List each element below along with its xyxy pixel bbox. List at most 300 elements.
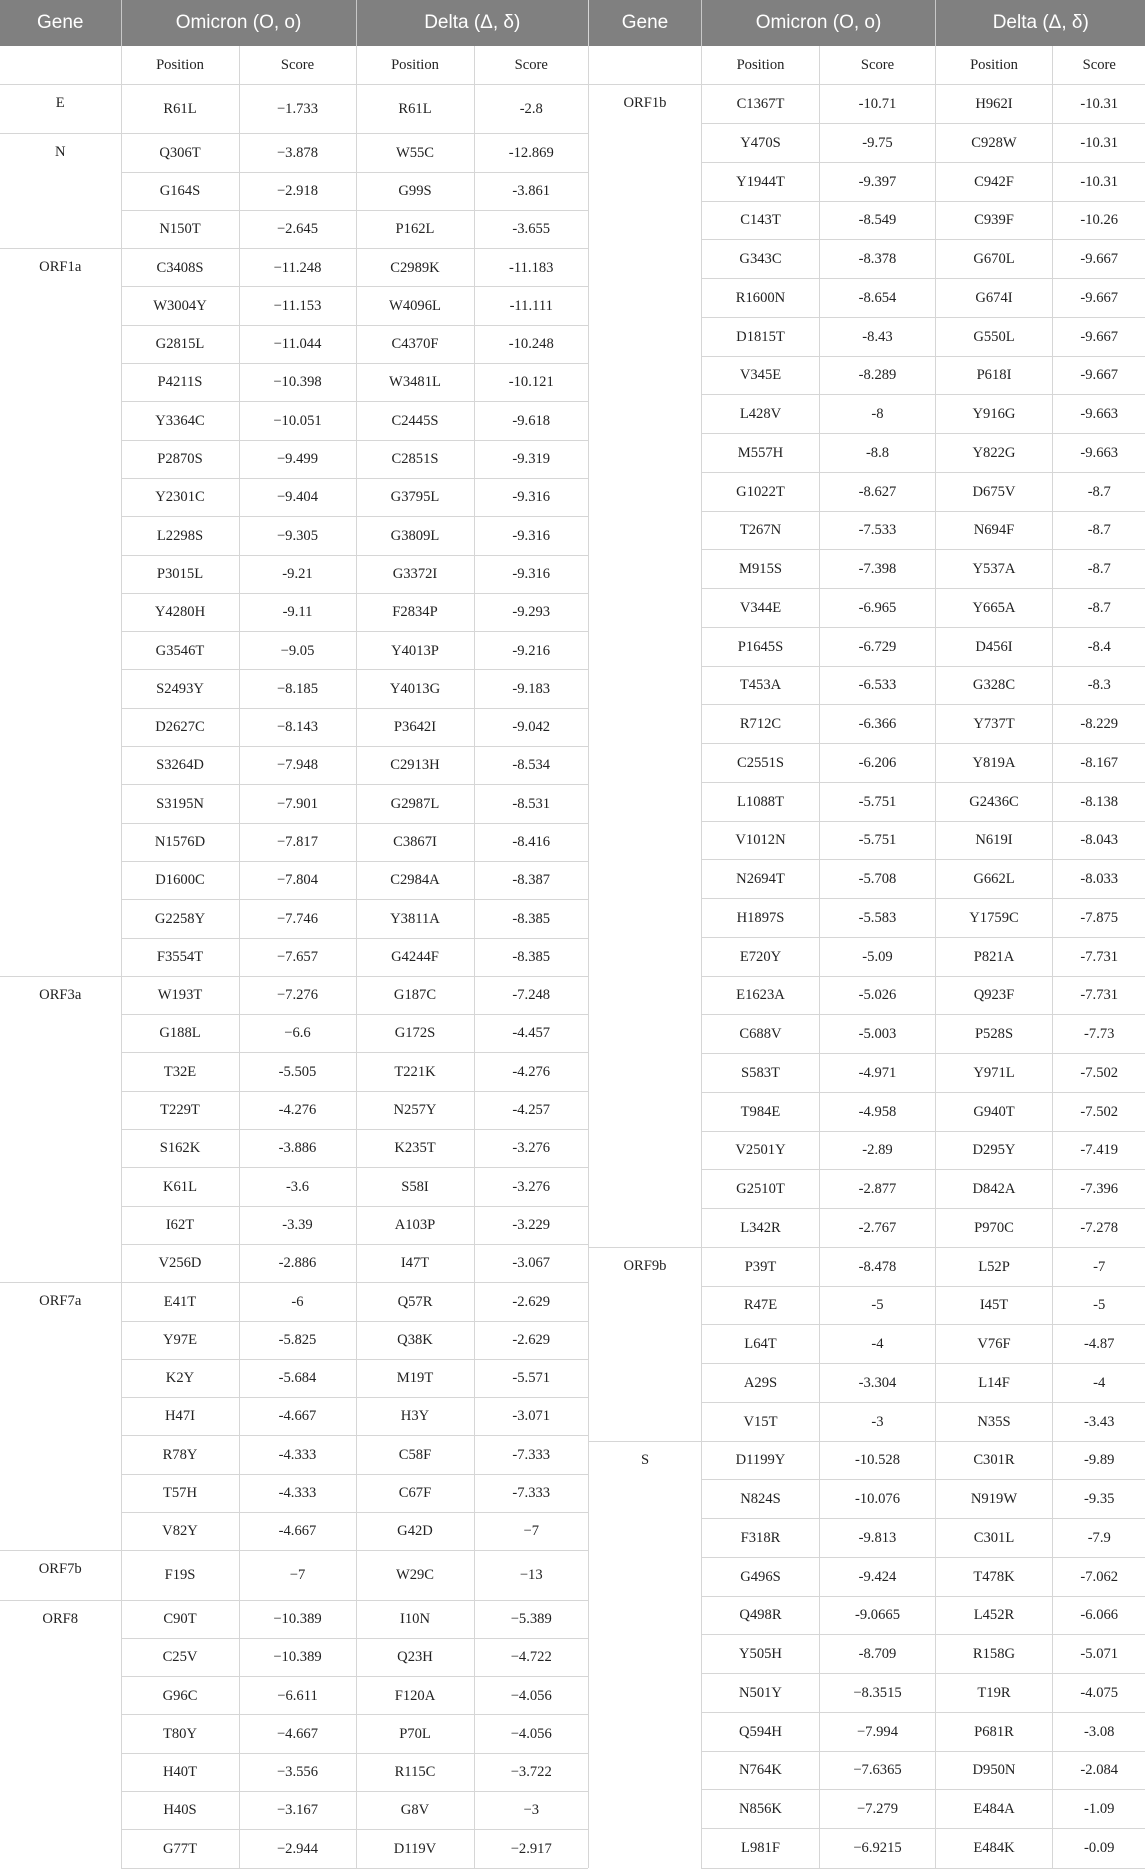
omicron-position-cell: H40S [121,1792,239,1830]
omicron-score-cell: −7.817 [239,823,356,861]
delta-position-cell: P528S [936,1015,1053,1054]
delta-score-cell: -6.066 [1053,1596,1145,1635]
delta-score-cell: -8.7 [1053,511,1145,550]
delta-score-cell: -8.3 [1053,666,1145,705]
omicron-position-cell: C143T [702,201,820,240]
delta-score-cell: -7.9 [1053,1519,1145,1558]
omicron-score-cell: -5.583 [820,899,936,938]
delta-position-cell: P162L [356,210,474,248]
delta-score-cell: -9.042 [474,708,588,746]
delta-position-cell: V76F [936,1325,1053,1364]
omicron-position-cell: G2815L [121,325,239,363]
gene-cell: S [589,1441,702,1868]
delta-score-cell: -8.4 [1053,627,1145,666]
delta-position-cell: G2987L [356,785,474,823]
delta-position-cell: C58F [356,1436,474,1474]
omicron-position-cell: G496S [702,1557,820,1596]
table-row [0,976,588,1014]
delta-score-cell: -5.571 [474,1359,588,1397]
delta-score-cell: -9.89 [1053,1441,1145,1480]
gene-cell: ORF3a [0,976,121,1282]
omicron-position-cell: N2694T [702,860,820,899]
omicron-position-cell: Y2301C [121,478,239,516]
delta-score-cell: −2.917 [474,1830,588,1868]
omicron-position-cell: L981F [702,1829,820,1868]
omicron-position-cell: F19S [121,1551,239,1600]
omicron-position-cell: C25V [121,1638,239,1676]
omicron-position-cell: H1897S [702,899,820,938]
delta-position-cell: I47T [356,1244,474,1282]
delta-score-cell: -7.502 [1053,1092,1145,1131]
omicron-position-cell: F318R [702,1519,820,1558]
delta-position-cell: K235T [356,1130,474,1168]
delta-position-cell: C928W [936,124,1053,163]
omicron-score-cell: -2.886 [239,1244,356,1282]
delta-score-cell: -8.531 [474,785,588,823]
delta-position-cell: G4244F [356,938,474,976]
gene-header: Gene [0,0,121,46]
omicron-position-cell: C1367T [702,85,820,124]
delta-score-cell: −5.389 [474,1600,588,1638]
delta-score-cell: -8.043 [1053,821,1145,860]
gene-cell: ORF9b [589,1247,702,1441]
omicron-score-cell: −7 [239,1551,356,1600]
omicron-score-cell: −7.994 [820,1712,936,1751]
delta-position-cell: Y916G [936,395,1053,434]
omicron-position-cell: N764K [702,1751,820,1790]
omicron-score-cell: -3.6 [239,1168,356,1206]
delta-position-cell: G940T [936,1092,1053,1131]
omicron-score-cell: -9.11 [239,593,356,631]
omicron-score-cell: −6.6 [239,1015,356,1053]
delta-score-cell: -10.31 [1053,124,1145,163]
gene-cell: ORF7b [0,1551,121,1600]
omicron-score-cell: -4.958 [820,1092,936,1131]
delta-position-cell: W29C [356,1551,474,1600]
delta-position-cell: D950N [936,1751,1053,1790]
omicron-score-cell: -6.366 [820,705,936,744]
omicron-score-cell: -8.43 [820,317,936,356]
table-row [0,249,588,287]
omicron-score-cell: -9.397 [820,162,936,201]
omicron-position-cell: V1012N [702,821,820,860]
delta-position-cell: P70L [356,1715,474,1753]
omicron-position-cell: P39T [702,1247,820,1286]
delta-score-cell: -4.276 [474,1053,588,1091]
table-row [589,1247,1145,1286]
delta-position-cell: C2445S [356,402,474,440]
delta-position-cell: P618I [936,356,1053,395]
omicron-score-cell: -5.708 [820,860,936,899]
delta-position-cell: G99S [356,172,474,210]
omicron-score-cell: -2.89 [820,1131,936,1170]
gene-cell: ORF8 [0,1600,121,1868]
omicron-score-cell: -5.825 [239,1321,356,1359]
delta-score-cell: -8.7 [1053,589,1145,628]
omicron-score-cell: −2.645 [239,210,356,248]
delta-score-cell: -3.071 [474,1398,588,1436]
omicron-score-cell: -5.751 [820,782,936,821]
omicron-score-cell: -8.627 [820,472,936,511]
table-row [0,85,588,134]
omicron-position-cell: F3554T [121,938,239,976]
omicron-position-cell: G343C [702,240,820,279]
delta-score-cell: -3.276 [474,1130,588,1168]
delta-position-subheader: Position [936,46,1053,85]
delta-score-cell: -10.248 [474,325,588,363]
delta-position-cell: C2913H [356,747,474,785]
delta-score-cell: -7.396 [1053,1170,1145,1209]
omicron-score-cell: -4.333 [239,1436,356,1474]
delta-score-cell: -9.216 [474,632,588,670]
delta-score-cell: -8.534 [474,747,588,785]
delta-score-cell: -7.248 [474,976,588,1014]
delta-position-cell: S58I [356,1168,474,1206]
omicron-score-cell: -7.533 [820,511,936,550]
delta-score-cell: -7.73 [1053,1015,1145,1054]
omicron-position-cell: N150T [121,210,239,248]
delta-position-cell: Y819A [936,744,1053,783]
omicron-score-cell: -10.528 [820,1441,936,1480]
omicron-position-cell: T453A [702,666,820,705]
delta-score-cell: -3.43 [1053,1402,1145,1441]
omicron-score-cell: -2.877 [820,1170,936,1209]
omicron-score-cell: -6.206 [820,744,936,783]
omicron-position-cell: N1576D [121,823,239,861]
omicron-position-cell: G96C [121,1677,239,1715]
delta-position-cell: G42D [356,1512,474,1550]
delta-position-subheader: Position [356,46,474,85]
omicron-position-cell: T32E [121,1053,239,1091]
subheader-row [589,46,1145,85]
omicron-position-cell: V256D [121,1244,239,1282]
delta-score-cell: −4.722 [474,1638,588,1676]
omicron-position-cell: C90T [121,1600,239,1638]
delta-score-cell: -7.278 [1053,1209,1145,1248]
omicron-position-cell: C688V [702,1015,820,1054]
omicron-position-cell: L1088T [702,782,820,821]
gene-cell: ORF1a [0,249,121,977]
delta-position-cell: C4370F [356,325,474,363]
omicron-header: Omicron (O, o) [121,0,356,46]
delta-position-cell: D456I [936,627,1053,666]
omicron-position-cell: T267N [702,511,820,550]
delta-score-cell: -9.183 [474,670,588,708]
omicron-position-cell: M915S [702,550,820,589]
omicron-score-cell: −9.499 [239,440,356,478]
delta-score-cell: -3.229 [474,1206,588,1244]
omicron-position-cell: G3546T [121,632,239,670]
delta-score-cell: -7.731 [1053,976,1145,1015]
delta-score-cell: -1.09 [1053,1790,1145,1829]
omicron-score-cell: −9.305 [239,517,356,555]
delta-score-subheader: Score [1053,46,1145,85]
omicron-position-cell: Y4280H [121,593,239,631]
delta-score-cell: -5.071 [1053,1635,1145,1674]
omicron-score-cell: −6.9215 [820,1829,936,1868]
omicron-score-cell: −7.279 [820,1790,936,1829]
delta-position-cell: C67F [356,1474,474,1512]
omicron-score-cell: -4.276 [239,1091,356,1129]
gene-subheader-blank [589,46,702,85]
delta-score-cell: -8.387 [474,861,588,899]
omicron-position-cell: D1199Y [702,1441,820,1480]
delta-score-cell: -10.26 [1053,201,1145,240]
omicron-score-cell: −10.389 [239,1600,356,1638]
delta-position-cell: Q57R [356,1283,474,1321]
delta-position-cell: G550L [936,317,1053,356]
omicron-position-cell: Q498R [702,1596,820,1635]
delta-score-cell: -11.111 [474,287,588,325]
delta-position-cell: A103P [356,1206,474,1244]
delta-position-cell: H3Y [356,1398,474,1436]
omicron-score-cell: −11.153 [239,287,356,325]
delta-position-cell: Y537A [936,550,1053,589]
omicron-position-cell: L428V [702,395,820,434]
delta-score-cell: -11.183 [474,249,588,287]
delta-score-cell: -4.257 [474,1091,588,1129]
omicron-position-cell: D2627C [121,708,239,746]
omicron-score-cell: -4 [820,1325,936,1364]
omicron-score-cell: −10.398 [239,364,356,402]
delta-score-cell: -9.618 [474,402,588,440]
delta-position-cell: R158G [936,1635,1053,1674]
delta-position-cell: N619I [936,821,1053,860]
omicron-score-cell: -10.076 [820,1480,936,1519]
delta-position-cell: Y822G [936,434,1053,473]
delta-score-cell: -9.667 [1053,279,1145,318]
omicron-position-cell: N501Y [702,1674,820,1713]
omicron-position-cell: W3004Y [121,287,239,325]
delta-score-cell: -3.655 [474,210,588,248]
delta-position-cell: Y4013G [356,670,474,708]
omicron-score-cell: −10.389 [239,1638,356,1676]
delta-position-cell: Y4013P [356,632,474,670]
omicron-position-cell: W193T [121,976,239,1014]
delta-position-cell: C301L [936,1519,1053,1558]
delta-score-cell: -8.229 [1053,705,1145,744]
omicron-score-cell: -8.549 [820,201,936,240]
header-row [0,0,588,46]
omicron-score-cell: −8.3515 [820,1674,936,1713]
omicron-score-cell: -4.667 [239,1512,356,1550]
delta-score-cell: -7.875 [1053,899,1145,938]
delta-position-cell: Y665A [936,589,1053,628]
delta-position-cell: I10N [356,1600,474,1638]
delta-score-cell: −3 [474,1792,588,1830]
delta-position-cell: E484A [936,1790,1053,1829]
omicron-score-cell: -8.654 [820,279,936,318]
table-row [0,1551,588,1600]
omicron-position-cell: C3408S [121,249,239,287]
delta-score-cell: -9.35 [1053,1480,1145,1519]
header-row [589,0,1145,46]
omicron-position-cell: E41T [121,1283,239,1321]
delta-score-cell: -8.385 [474,938,588,976]
delta-score-cell: -8.385 [474,900,588,938]
omicron-position-cell: M557H [702,434,820,473]
delta-score-cell: -8.7 [1053,550,1145,589]
delta-position-cell: C942F [936,162,1053,201]
gene-cell: E [0,85,121,134]
omicron-score-cell: −7.804 [239,861,356,899]
omicron-score-cell: -5.003 [820,1015,936,1054]
omicron-score-cell: −8.143 [239,708,356,746]
omicron-position-cell: R1600N [702,279,820,318]
omicron-position-cell: L64T [702,1325,820,1364]
table-right-half [588,0,1145,1869]
delta-position-cell: Y1759C [936,899,1053,938]
omicron-score-cell: −2.918 [239,172,356,210]
omicron-score-cell: -5.684 [239,1359,356,1397]
delta-position-cell: W55C [356,134,474,172]
omicron-position-cell: R61L [121,85,239,134]
delta-position-cell: N919W [936,1480,1053,1519]
delta-score-cell: -5 [1053,1286,1145,1325]
omicron-position-cell: N824S [702,1480,820,1519]
delta-score-cell: −3.722 [474,1753,588,1791]
delta-score-cell: -4 [1053,1364,1145,1403]
delta-score-cell: -2.629 [474,1321,588,1359]
delta-position-cell: Y737T [936,705,1053,744]
omicron-position-cell: Q594H [702,1712,820,1751]
omicron-position-cell: K2Y [121,1359,239,1397]
delta-score-cell: -8.167 [1053,744,1145,783]
table-row [589,85,1145,124]
delta-score-cell: -7 [1053,1247,1145,1286]
delta-position-cell: Q923F [936,976,1053,1015]
omicron-score-cell: −7.948 [239,747,356,785]
omicron-position-cell: H40T [121,1753,239,1791]
omicron-position-cell: P2870S [121,440,239,478]
delta-score-cell: -7.062 [1053,1557,1145,1596]
omicron-score-cell: −2.944 [239,1830,356,1868]
table-row [0,1283,588,1321]
omicron-score-cell: -4.333 [239,1474,356,1512]
delta-score-cell: -9.316 [474,517,588,555]
delta-score-cell: -4.457 [474,1015,588,1053]
delta-position-cell: D295Y [936,1131,1053,1170]
delta-position-cell: G670L [936,240,1053,279]
omicron-position-cell: V344E [702,589,820,628]
delta-score-cell: -0.09 [1053,1829,1145,1868]
omicron-score-cell: -8.709 [820,1635,936,1674]
delta-score-cell: -9.663 [1053,434,1145,473]
delta-score-cell: -9.316 [474,555,588,593]
omicron-score-subheader: Score [820,46,936,85]
omicron-score-cell: −7.6365 [820,1751,936,1790]
delta-position-cell: C301R [936,1441,1053,1480]
omicron-position-cell: G77T [121,1830,239,1868]
omicron-position-cell: A29S [702,1364,820,1403]
omicron-position-cell: S162K [121,1130,239,1168]
delta-position-cell: C2989K [356,249,474,287]
delta-position-cell: C3867I [356,823,474,861]
omicron-position-cell: E720Y [702,937,820,976]
delta-score-cell: -2.629 [474,1283,588,1321]
omicron-score-cell: -10.71 [820,85,936,124]
omicron-position-subheader: Position [121,46,239,85]
gene-header: Gene [589,0,702,46]
omicron-score-cell: −3.167 [239,1792,356,1830]
delta-score-cell: -4.87 [1053,1325,1145,1364]
subheader-row [0,46,588,85]
delta-position-cell: F120A [356,1677,474,1715]
omicron-position-cell: Y505H [702,1635,820,1674]
omicron-score-cell: -3 [820,1402,936,1441]
delta-score-cell: -9.667 [1053,317,1145,356]
delta-score-cell: −7 [474,1512,588,1550]
delta-position-cell: N694F [936,511,1053,550]
delta-score-subheader: Score [474,46,588,85]
omicron-position-cell: P1645S [702,627,820,666]
delta-score-cell: -10.121 [474,364,588,402]
delta-position-cell: D842A [936,1170,1053,1209]
delta-position-cell: N257Y [356,1091,474,1129]
omicron-score-cell: -8.8 [820,434,936,473]
delta-score-cell: -8.416 [474,823,588,861]
delta-score-cell: -3.276 [474,1168,588,1206]
omicron-position-cell: V345E [702,356,820,395]
omicron-position-cell: T80Y [121,1715,239,1753]
delta-score-cell: -7.502 [1053,1054,1145,1093]
omicron-position-cell: N856K [702,1790,820,1829]
omicron-position-cell: S3264D [121,747,239,785]
delta-position-cell: I45T [936,1286,1053,1325]
delta-score-cell: -7.333 [474,1474,588,1512]
delta-position-cell: P821A [936,937,1053,976]
omicron-position-cell: V15T [702,1402,820,1441]
omicron-position-subheader: Position [702,46,820,85]
delta-position-cell: C2851S [356,440,474,478]
gene-cell: N [0,134,121,249]
gene-cell: ORF7a [0,1283,121,1551]
delta-position-cell: L14F [936,1364,1053,1403]
delta-position-cell: T19R [936,1674,1053,1713]
delta-score-cell: -7.731 [1053,937,1145,976]
omicron-position-cell: D1815T [702,317,820,356]
delta-position-cell: R61L [356,85,474,134]
delta-position-cell: R115C [356,1753,474,1791]
omicron-position-cell: K61L [121,1168,239,1206]
delta-position-cell: W3481L [356,364,474,402]
omicron-score-cell: −7.746 [239,900,356,938]
omicron-position-cell: S583T [702,1054,820,1093]
omicron-score-cell: −8.185 [239,670,356,708]
delta-position-cell: E484K [936,1829,1053,1868]
omicron-score-cell: −10.051 [239,402,356,440]
omicron-score-cell: -7.398 [820,550,936,589]
omicron-score-cell: −4.667 [239,1715,356,1753]
omicron-score-cell: −11.044 [239,325,356,363]
delta-score-cell: -4.075 [1053,1674,1145,1713]
omicron-score-cell: -6 [239,1283,356,1321]
delta-score-cell: -8.7 [1053,472,1145,511]
delta-position-cell: T221K [356,1053,474,1091]
omicron-position-cell: V2501Y [702,1131,820,1170]
omicron-score-cell: −9.05 [239,632,356,670]
omicron-position-cell: H47I [121,1398,239,1436]
delta-score-cell: -9.667 [1053,356,1145,395]
delta-position-cell: N35S [936,1402,1053,1441]
omicron-position-cell: R47E [702,1286,820,1325]
delta-score-cell: -2.8 [474,85,588,134]
delta-position-cell: D119V [356,1830,474,1868]
omicron-score-cell: -8.289 [820,356,936,395]
omicron-position-cell: Y470S [702,124,820,163]
delta-score-cell: -9.319 [474,440,588,478]
omicron-score-cell: -4.971 [820,1054,936,1093]
